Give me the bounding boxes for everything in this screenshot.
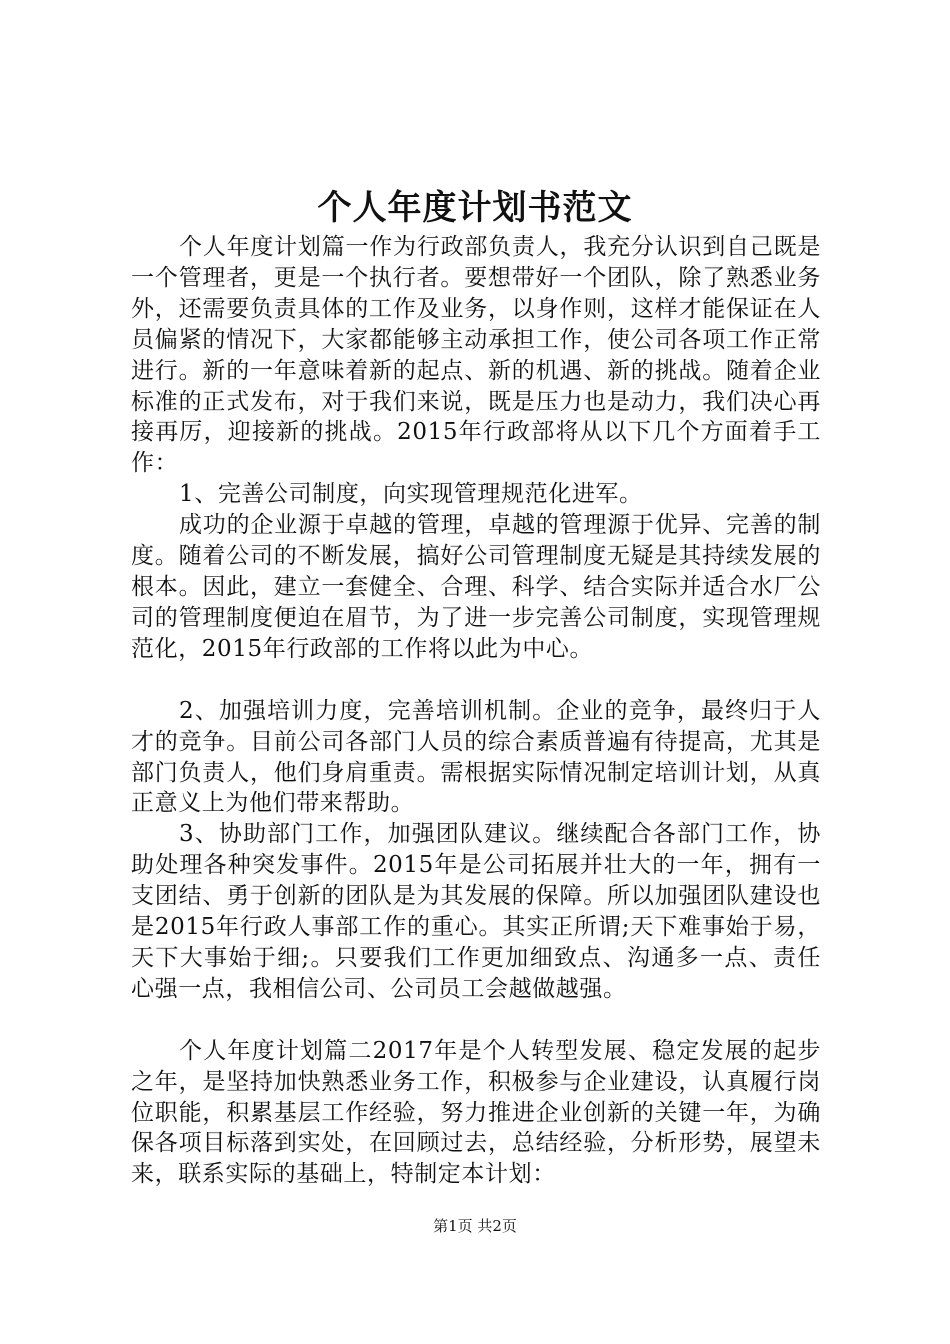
paragraph-spacer <box>131 1005 821 1036</box>
paragraph-point-1-heading: 1、完善公司制度，向实现管理规范化进军。 <box>179 481 643 508</box>
paragraph-point-2: 2、加强培训力度，完善培训机制。企业的竞争，最终归于人才的竞争。目前公司各部门人员的综合素质普遍有待提高，尤其是部门负责人，他们身肩重责。需根据实际情况制定培训计划，从真正意义上为他们带来帮助。 <box>131 697 821 817</box>
document-title: 个人年度计划书范文 <box>317 188 633 228</box>
paragraph-intro: 个人年度计划篇一作为行政部负责人，我充分认识到自己既是一个管理者，更是一个执行者。要想带好一个团队，除了熟悉业务外，还需要负责具体的工作及业务，以身作则，这样才能保证在人员偏紧的情况下，大家都能够主动承担工作，使公司各项工作正常进行。新的一年意味着新的起点、新的机遇、新的挑战。随着企业标准的正式发布，对于我们来说，既是压力也是动力，我们决心再接再厉，迎接新的挑战。2015年行政部将从以下几个方面着手工作： <box>131 234 821 477</box>
paragraph-plan-two: 个人年度计划篇二2017年是个人转型发展、稳定发展的起步之年，是坚持加快熟悉业务工作，积极参与企业建设，认真履行岗位职能，积累基层工作经验，努力推进企业创新的关键一年，为确保各项目标落到实处，在回顾过去，总结经验，分析形势，展望未来，联系实际的基础上，特制定本计划： <box>131 1037 821 1188</box>
document-body <box>131 232 821 1190</box>
page-footer: 第1页 共2页 <box>433 1217 517 1235</box>
paragraph-spacer <box>131 665 821 696</box>
paragraph-point-3: 3、协助部门工作，加强团队建议。继续配合各部门工作，协助处理各种突发事件。2015年是公司拓展并壮大的一年，拥有一支团结、勇于创新的团队是为其发展的保障。所以加强团队建设也是2015年行政人事部工作的重心。其实正所谓;天下难事始于易，天下大事始于细;。只要我们工作更加细致点、沟通多一点、责任心强一点，我相信公司、公司员工会越做越强。 <box>131 821 821 1002</box>
paragraph-point-1-body: 成功的企业源于卓越的管理，卓越的管理源于优异、完善的制度。随着公司的不断发展，搞好公司管理制度无疑是其持续发展的根本。因此，建立一套健全、合理、科学、结合实际并适合水厂公司的管理制度便迫在眉节，为了进一步完善公司制度，实现管理规范化，2015年行政部的工作将以此为中心。 <box>131 512 821 662</box>
